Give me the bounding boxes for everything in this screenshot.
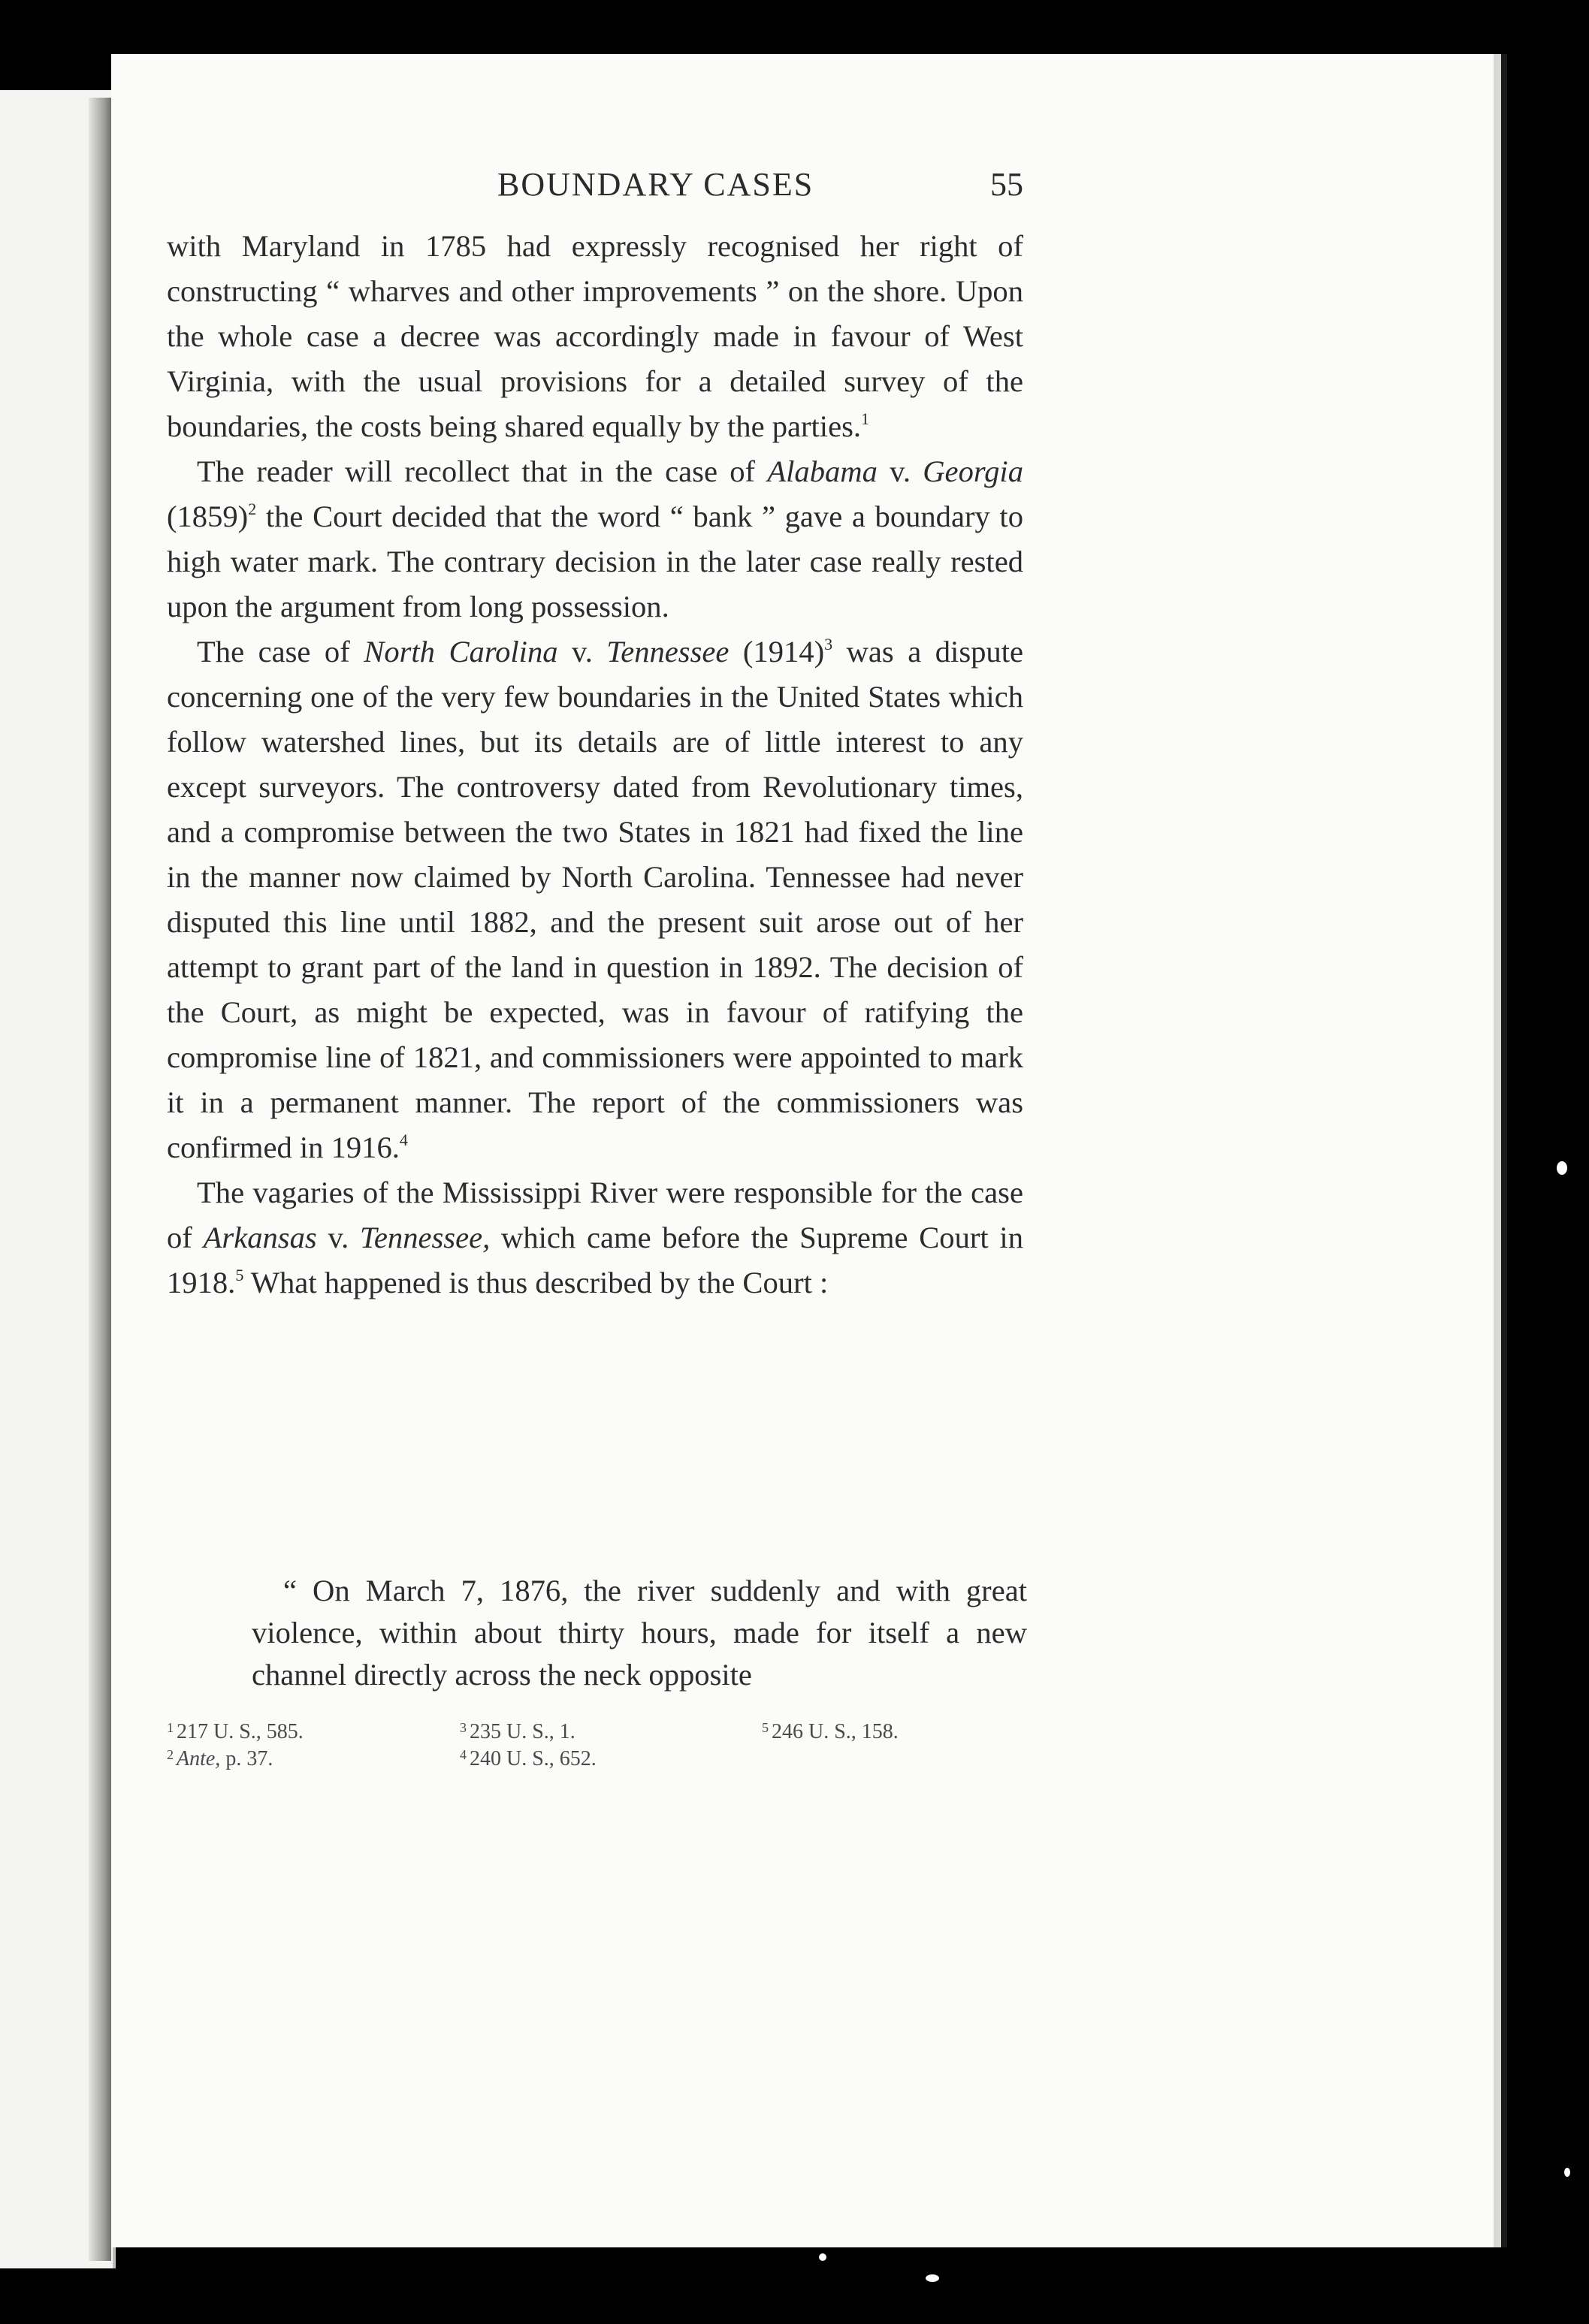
paragraph-text: (1914) xyxy=(729,635,825,669)
case-name: Arkansas xyxy=(203,1221,317,1254)
case-name: Georgia xyxy=(923,454,1023,488)
footnote-ref: 4 xyxy=(399,1130,408,1149)
scan-speck xyxy=(926,2274,939,2282)
paragraph-text: the Court decided that the word “ bank ” gave a boundary to high water mark. The contrary decision in the later case really rested upon the argument from long possession. xyxy=(167,500,1023,623)
footnote-text: 235 U. S., 1. xyxy=(470,1720,575,1743)
paragraph-2 xyxy=(167,449,1023,629)
book-gutter-shadow xyxy=(89,98,111,2261)
footnote-italic: Ante, xyxy=(177,1747,221,1770)
footnote-4 xyxy=(460,1745,597,1773)
scan-speck xyxy=(819,2253,826,2261)
footnote-ref: 2 xyxy=(248,500,257,518)
paragraph-text: The vagaries of the Mississippi River were responsible for the case of xyxy=(167,1176,1023,1254)
paragraph-text: v. xyxy=(557,635,607,669)
page-header xyxy=(167,165,1023,218)
footnote-ref: 1 xyxy=(861,409,870,428)
paragraph-text: The reader will recollect that in the case of xyxy=(197,454,768,488)
body-text xyxy=(167,224,1023,1305)
paragraph-text: The case of xyxy=(197,635,364,669)
footnote-text: 240 U. S., 652. xyxy=(470,1747,597,1770)
footnote-5 xyxy=(762,1718,899,1746)
footnote-number: 4 xyxy=(460,1747,467,1762)
footnote-text: p. 37. xyxy=(220,1747,273,1770)
block-quote xyxy=(252,1570,1027,1696)
footnote-number: 3 xyxy=(460,1720,467,1735)
case-name: Tennessee, xyxy=(360,1221,491,1254)
case-name: North Carolina xyxy=(364,635,558,669)
footnote-3 xyxy=(460,1718,575,1746)
footnote-number: 5 xyxy=(762,1720,769,1735)
footnote-2 xyxy=(167,1745,273,1773)
case-name: Tennessee xyxy=(606,635,730,669)
footnotes xyxy=(167,1718,1023,1785)
footnote-ref: 5 xyxy=(235,1266,244,1284)
quote-text: “ On March 7, 1876, the river suddenly and with great violence, within about thirty hours, made for itself a new channel directly across the neck opposite xyxy=(252,1574,1027,1692)
footnote-number: 2 xyxy=(167,1747,174,1762)
paragraph-text: What happened is thus described by the Court : xyxy=(243,1266,829,1299)
paragraph-text: v. xyxy=(316,1221,361,1254)
case-name: Alabama xyxy=(767,454,878,488)
scan-speck xyxy=(1557,1161,1567,1175)
footnote-text: 217 U. S., 585. xyxy=(177,1720,304,1743)
paragraph-text: was a dispute concerning one of the very few boundaries in the United States which follow watershed lines, but its details are of little interest to any except surveyors. The controversy dated from Revolutionary times, and a compromise between the two States in 1821 had fixed the line in the manner now claimed by North Carolina. Tennessee had never disputed this line until 1882, and the present suit arose out of her attempt to grant part of the land in question in 1892. The decision of the Court, as might be expected, was in favour of ratifying the compromise line of 1821, and commissioners were appointed to mark it in a permanent manner. The report of the commissioners was confirmed in 1916. xyxy=(167,635,1023,1164)
footnote-1 xyxy=(167,1718,304,1746)
running-title: BOUNDARY CASES xyxy=(497,166,814,203)
footnote-text: 246 U. S., 158. xyxy=(772,1720,899,1743)
footnote-ref: 3 xyxy=(824,635,833,653)
scan-speck xyxy=(1564,2168,1570,2177)
paragraph-4 xyxy=(167,1170,1023,1305)
paragraph-text: (1859) xyxy=(167,500,249,533)
paragraph-text: which came before the Supreme Court in 1918. xyxy=(167,1221,1023,1299)
paragraph-3 xyxy=(167,629,1023,1170)
footnote-number: 1 xyxy=(167,1720,174,1735)
paragraph-text: v. xyxy=(877,454,923,488)
page-number: 55 xyxy=(990,166,1023,203)
paragraph-text: with Maryland in 1785 had expressly recognised her right of constructing “ wharves and other improvements ” on the shore. Upon the whole case a decree was accordingly made in favour of West Virginia, with the usual provisions for a detailed survey of the boundaries, the costs being shared equally by the parties. xyxy=(167,229,1023,443)
paragraph-1 xyxy=(167,224,1023,449)
